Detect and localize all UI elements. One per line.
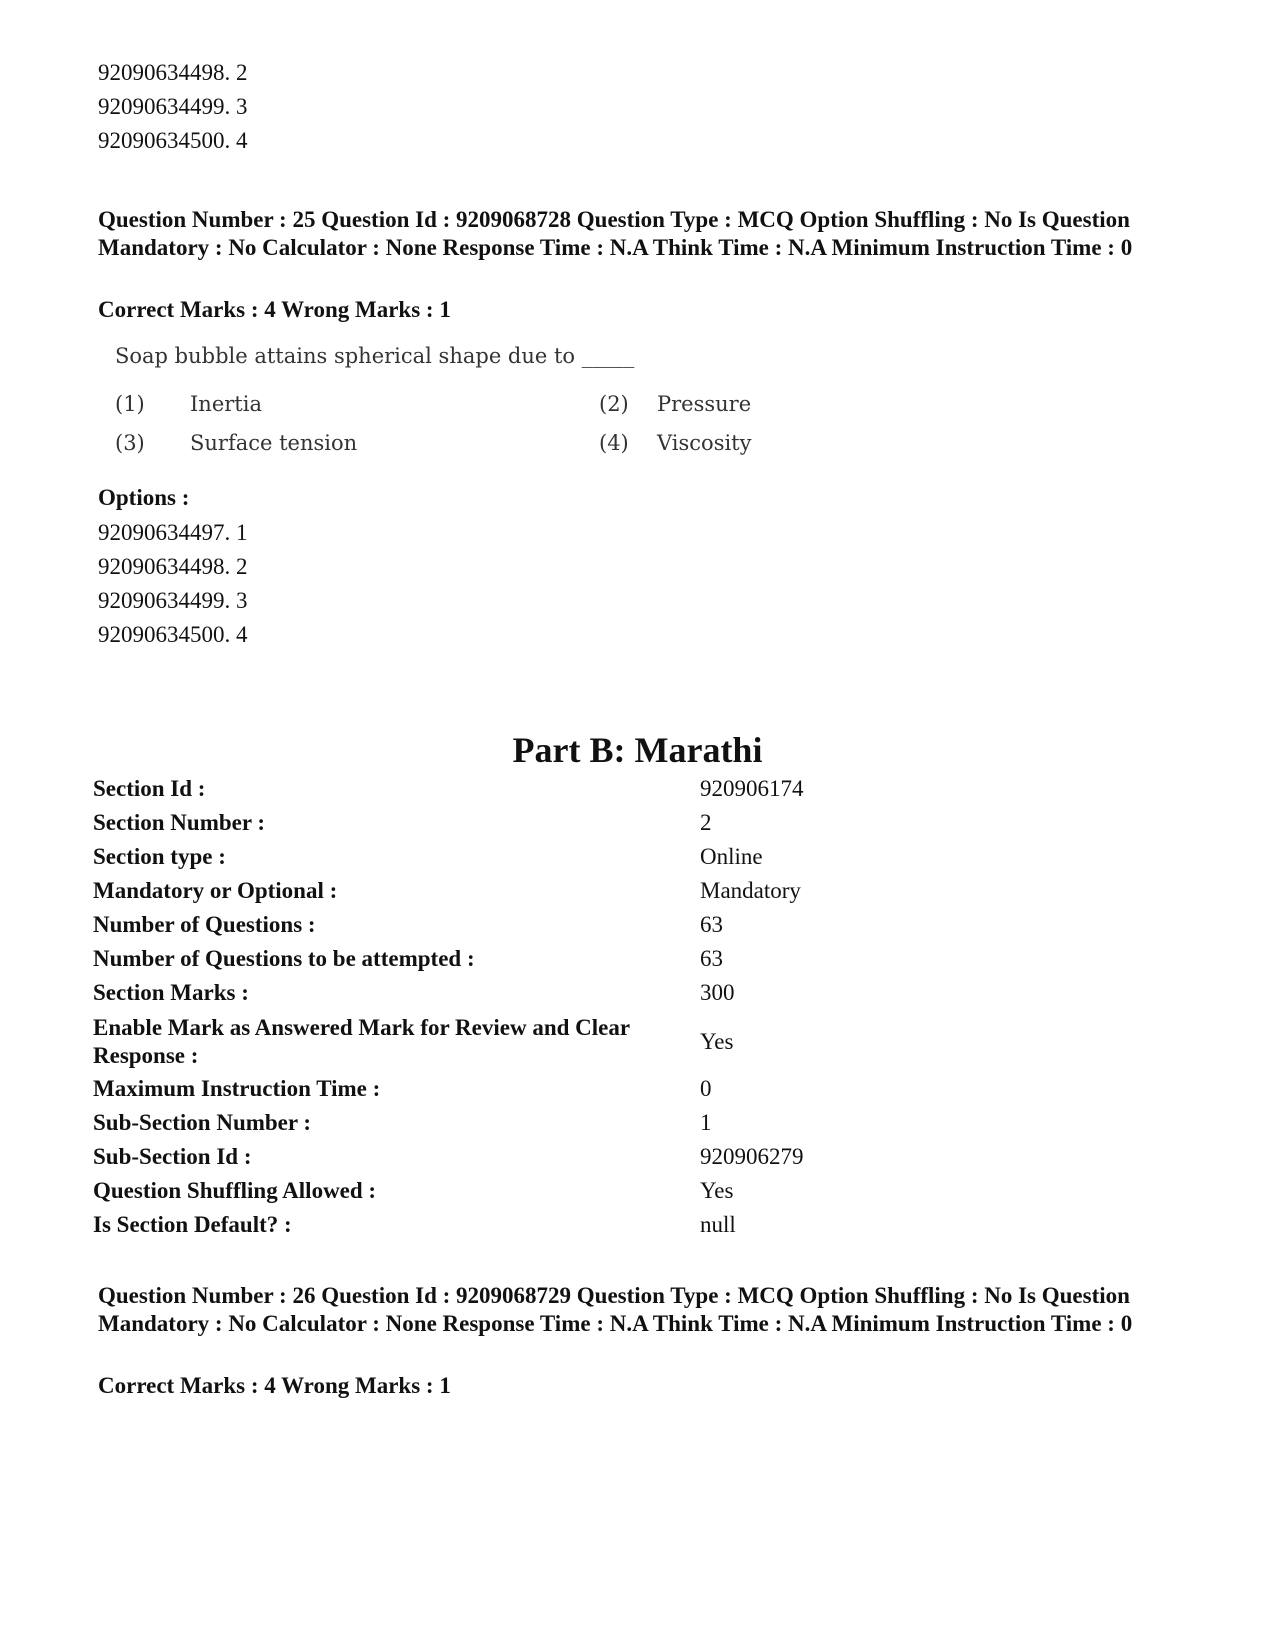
option-line: 92090634497. 1	[98, 520, 248, 545]
option-line: 92090634499. 3	[98, 588, 248, 613]
section-value: Mandatory	[700, 878, 801, 903]
section-value: Yes	[700, 1178, 734, 1203]
choice-text: Viscosity	[657, 431, 752, 455]
section-label: Mandatory or Optional :	[93, 878, 338, 903]
choice-number: (1)	[115, 392, 145, 416]
choice-text: Pressure	[657, 392, 752, 416]
choice-text: Surface tension	[190, 431, 358, 455]
section-value: 63	[700, 912, 723, 937]
section-label: Question Shuffling Allowed :	[93, 1178, 377, 1203]
section-value: 0	[700, 1076, 712, 1101]
options-label: Options :	[98, 485, 190, 510]
section-label: Section Marks :	[93, 980, 249, 1005]
option-line: 92090634500. 4	[98, 128, 248, 153]
section-value: Online	[700, 844, 763, 869]
section-value: 300	[700, 980, 735, 1005]
section-value: 1	[700, 1110, 712, 1135]
section-value: 920906174	[700, 776, 804, 801]
choice-number: (3)	[115, 431, 145, 455]
option-line: 92090634498. 2	[98, 554, 248, 579]
section-label: Section Id :	[93, 776, 206, 801]
section-label: Maximum Instruction Time :	[93, 1076, 381, 1101]
section-label: Number of Questions to be attempted :	[93, 946, 475, 971]
section-label: Section Number :	[93, 810, 266, 835]
section-value: Yes	[700, 1029, 734, 1054]
choice-text: Inertia	[190, 392, 262, 416]
part-title: Part B: Marathi	[512, 730, 763, 770]
section-label: Sub-Section Id :	[93, 1144, 252, 1169]
option-line: 92090634499. 3	[98, 94, 248, 119]
section-label: Enable Mark as Answered Mark for Review and Clear Response :	[93, 1015, 630, 1068]
question-25-text: Soap bubble attains spherical shape due to _____	[115, 344, 635, 368]
choice-number: (4)	[599, 431, 629, 455]
section-value: null	[700, 1212, 736, 1237]
question-26-header: Question Number : 26 Question Id : 9209068729 Question Type : MCQ Option Shuffling : No Is Question Mandatory : No Calculator : None Response Time : N.A Think Time : N.A Minimum Instruction Time : 0	[98, 1283, 1133, 1336]
section-label: Sub-Section Number :	[93, 1110, 312, 1135]
option-line: 92090634500. 4	[98, 622, 248, 647]
section-label: Number of Questions :	[93, 912, 316, 937]
section-value: 2	[700, 810, 712, 835]
question-25-marks: Correct Marks : 4 Wrong Marks : 1	[98, 297, 451, 322]
section-label: Section type :	[93, 844, 226, 869]
section-value: 920906279	[700, 1144, 804, 1169]
question-26-marks: Correct Marks : 4 Wrong Marks : 1	[98, 1373, 451, 1398]
choice-number: (2)	[599, 392, 629, 416]
option-line: 92090634498. 2	[98, 60, 248, 85]
section-value: 63	[700, 946, 723, 971]
section-label: Is Section Default? :	[93, 1212, 292, 1237]
question-25-header: Question Number : 25 Question Id : 9209068728 Question Type : MCQ Option Shuffling : No Is Question Mandatory : No Calculator : None Response Time : N.A Think Time : N.A Minimum Instruction Time : 0	[98, 207, 1133, 260]
